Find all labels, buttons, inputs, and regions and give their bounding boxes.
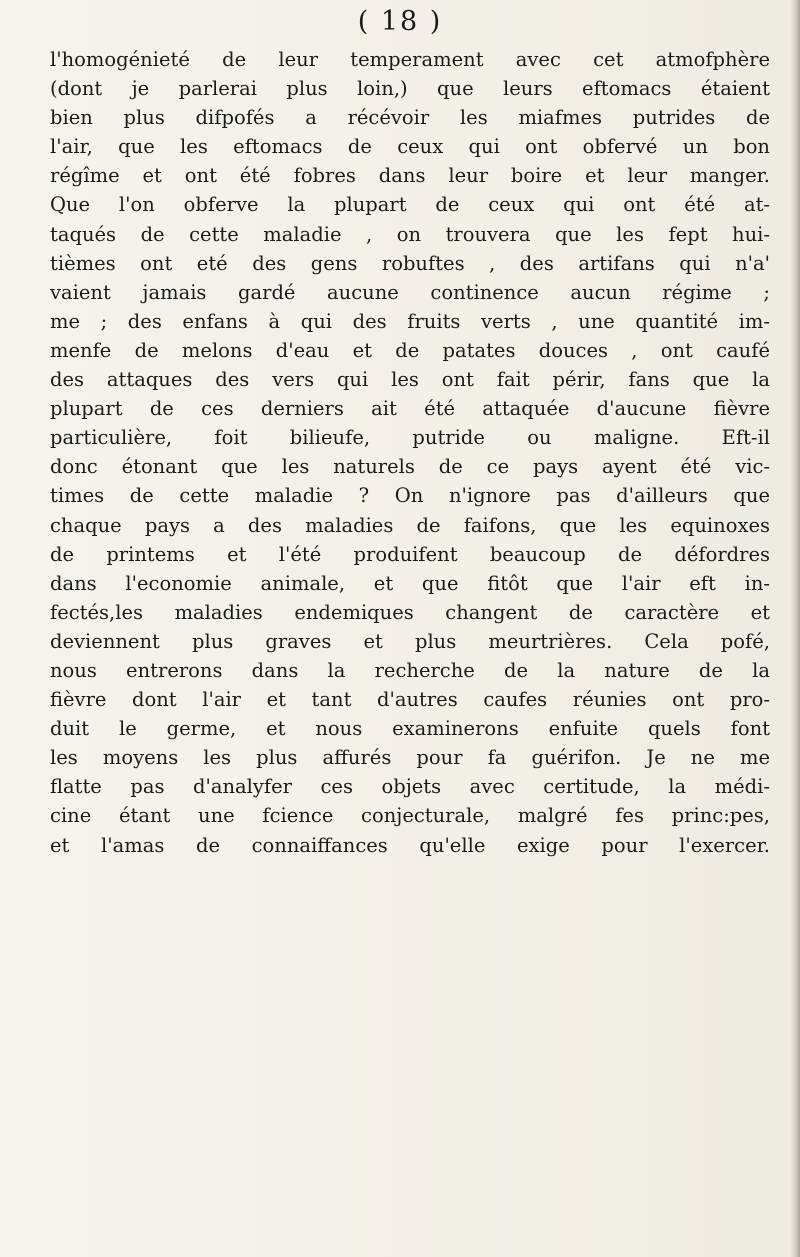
text-line: fectés,les maladies endemiques changent de caractère et xyxy=(50,600,770,624)
text-line: (dont je parlerai plus loin,) que leurs eftomacs étaient xyxy=(50,77,770,101)
text-line: et l'amas de connaiffances qu'elle exige pour l'exercer. xyxy=(50,833,770,857)
text-line: taqués de cette maladie , on trouvera que les fept hui- xyxy=(50,222,770,246)
text-line: dans l'economie animale, et que fitôt que l'air eft in- xyxy=(50,571,770,595)
body-paragraph xyxy=(50,45,770,860)
text-line: les moyens les plus affurés pour fa guérifon. Je ne me xyxy=(50,746,770,770)
text-line: donc étonant que les naturels de ce pays ayent été vic- xyxy=(50,455,770,479)
text-line: flatte pas d'analyfer ces objets avec certitude, la médi- xyxy=(50,775,770,799)
text-line: l'homogénieté de leur temperament avec cet atmofphère xyxy=(50,48,770,71)
text-line: me ; des enfans à qui des fruits verts , une quantité im- xyxy=(50,309,770,333)
text-line: plupart de ces derniers ait été attaquée d'aucune fièvre xyxy=(50,397,770,421)
text-line: deviennent plus graves et plus meurtrières. Cela pofé, xyxy=(50,629,770,653)
text-line: times de cette maladie ? On n'ignore pas d'ailleurs que xyxy=(50,484,770,508)
text-line: l'air, que les eftomacs de ceux qui ont obfervé un bon xyxy=(50,135,770,159)
text-line: de printems et l'été produifent beaucoup de défordres xyxy=(50,542,770,566)
text-line: des attaques des vers qui les ont fait périr, fans que la xyxy=(50,368,770,392)
text-line: chaque pays a des maladies de faifons, que les equinoxes xyxy=(50,513,770,537)
text-line: duit le germe, et nous examinerons enfuite quels font xyxy=(50,717,770,741)
text-line: régîme et ont été fobres dans leur boire et leur manger. xyxy=(50,164,770,188)
text-line: bien plus difpofés a récévoir les miafmes putrides de xyxy=(50,106,770,130)
text-line: nous entrerons dans la recherche de la nature de la xyxy=(50,658,770,682)
text-line: fièvre dont l'air et tant d'autres caufes réunies ont pro- xyxy=(50,688,770,712)
page-edge-shadow xyxy=(790,0,800,1257)
text-line: particulière, foit bilieufe, putride ou maligne. Eft-il xyxy=(50,426,770,450)
text-line: vaient jamais gardé aucune continence aucun régime ; xyxy=(50,280,770,304)
text-line: Que l'on obferve la plupart de ceux qui ont été at- xyxy=(50,193,770,217)
page-number: ( 18 ) xyxy=(357,6,443,37)
text-line: menfe de melons d'eau et de patates douces , ont caufé xyxy=(50,338,770,362)
text-line: tièmes ont eté des gens robuftes , des artifans qui n'a' xyxy=(50,251,770,275)
text-line: cine étant une fcience conjecturale, malgré fes princ:pes, xyxy=(50,804,770,828)
